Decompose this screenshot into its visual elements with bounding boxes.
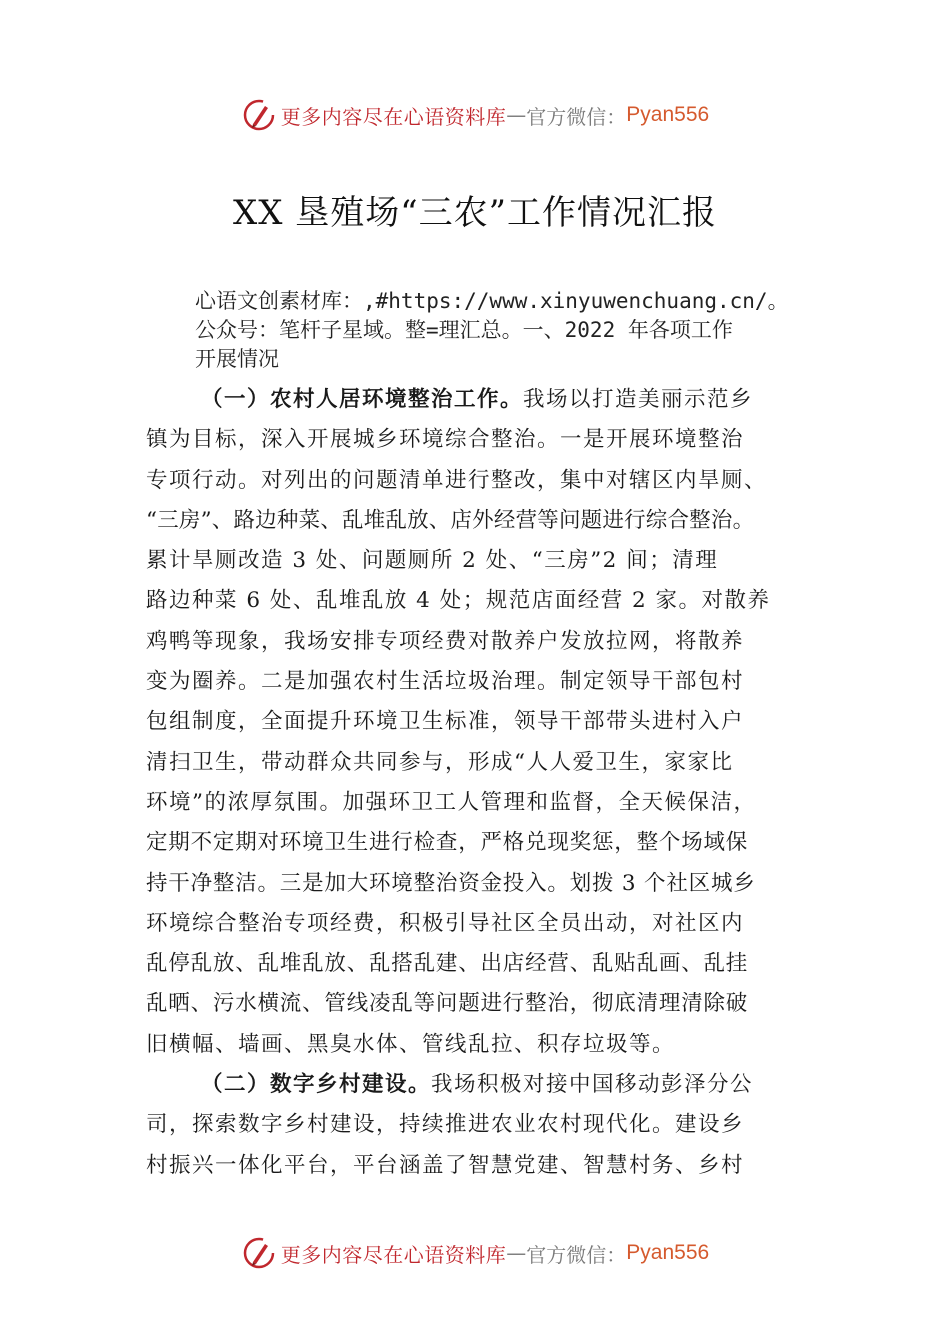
paragraph-line: 定期不定期对环境卫生进行检查，严格兑现奖惩，整个场域保: [146, 830, 749, 856]
paragraph-line: 司，探索数字乡村建设，持续推进农业农村现代化。建设乡: [146, 1112, 745, 1138]
paragraph-line: 包组制度，全面提升环境卫生标准，领导干部带头进村入户: [146, 709, 745, 735]
banner-wechat-id: Pyan556: [626, 103, 710, 126]
paragraph-line: 变为圈养。二是加强农村生活垃圾治理。制定领导干部包村: [146, 669, 745, 695]
document-body: [146, 380, 846, 1186]
paragraph-line: 镇为目标，深入开展城乡环境综合整治。一是开展环境整治: [146, 427, 745, 453]
header-banner: [0, 95, 950, 135]
banner-brand-text: 更多内容尽在心语资料库: [280, 1242, 507, 1267]
banner-dash: —: [506, 103, 527, 127]
paragraph-line: 我场以打造美丽示范乡: [523, 387, 754, 412]
paragraph-line: 鸡鸭等现象，我场安排专项经费对散养户发放拉网，将散养: [146, 628, 745, 654]
pen-swirl-logo-icon: [241, 97, 277, 133]
paragraph-line: 乱晒、污水横流、管线凌乱等问题进行整治，彻底清理清除破: [146, 991, 749, 1017]
section1-first-line: [146, 380, 846, 420]
paragraph-line: 专项行动。对列出的问题清单进行整改，集中对辖区内旱厕、: [146, 467, 768, 493]
paragraph-line: 持干净整洁。三是加大环境整治资金投入。划拨 3 个社区城乡: [146, 870, 756, 896]
document-title: XX 垦殖场“三农”工作情况汇报: [233, 193, 717, 233]
banner-dash: —: [506, 1241, 527, 1265]
banner-wechat-label: 官方微信：: [526, 104, 627, 129]
lead-line: 心语文创素材库：,#https://www.xinyuwenchuang.cn/。: [195, 289, 789, 313]
paragraph-line: 环境”的浓厚氛围。加强环卫工人管理和监督，全天候保洁，: [146, 789, 757, 815]
paragraph-line: 村振兴一体化平台，平台涵盖了智慧党建、智慧村务、乡村: [146, 1152, 745, 1178]
paragraph-line: 环境综合整治专项经费，积极引导社区全员出动，对社区内: [146, 910, 745, 936]
banner-brand-text: 更多内容尽在心语资料库: [280, 104, 507, 129]
pen-swirl-logo-icon: [241, 1235, 277, 1271]
paragraph-line: “三房”、路边种菜、乱堆乱放、店外经营等问题进行综合整治。: [146, 507, 755, 533]
paragraph-line: 旧横幅、墙画、黑臭水体、管线乱拉、积存垃圾等。: [146, 1031, 676, 1057]
footer-banner: [0, 1233, 950, 1273]
section2-first-line: [146, 1065, 846, 1105]
lead-line: 公众号：笔杆子星域。整=理汇总。一、2022 年各项工作: [195, 318, 733, 342]
banner-wechat-label: 官方微信：: [526, 1242, 627, 1267]
paragraph-line: 路边种菜 6 处、乱堆乱放 4 处；规范店面经营 2 家。对散养: [146, 588, 771, 614]
lead-paragraph: [195, 287, 845, 374]
paragraph-line: 清扫卫生，带动群众共同参与，形成“人人爱卫生，家家比: [146, 749, 734, 775]
banner-wechat-id: Pyan556: [626, 1241, 710, 1264]
paragraph-line: 累计旱厕改造 3 处、问题厕所 2 处、“三房”2 间；清理: [146, 548, 719, 574]
paragraph-line: 我场积极对接中国移动彭泽分公: [431, 1072, 754, 1098]
paragraph-line: 乱停乱放、乱堆乱放、乱搭乱建、出店经营、乱贴乱画、乱挂: [146, 951, 749, 977]
lead-line: 开展情况: [195, 347, 279, 371]
section1-heading: （一）农村人居环境整治工作。: [201, 387, 524, 412]
section2-heading: （二）数字乡村建设。: [201, 1072, 432, 1098]
